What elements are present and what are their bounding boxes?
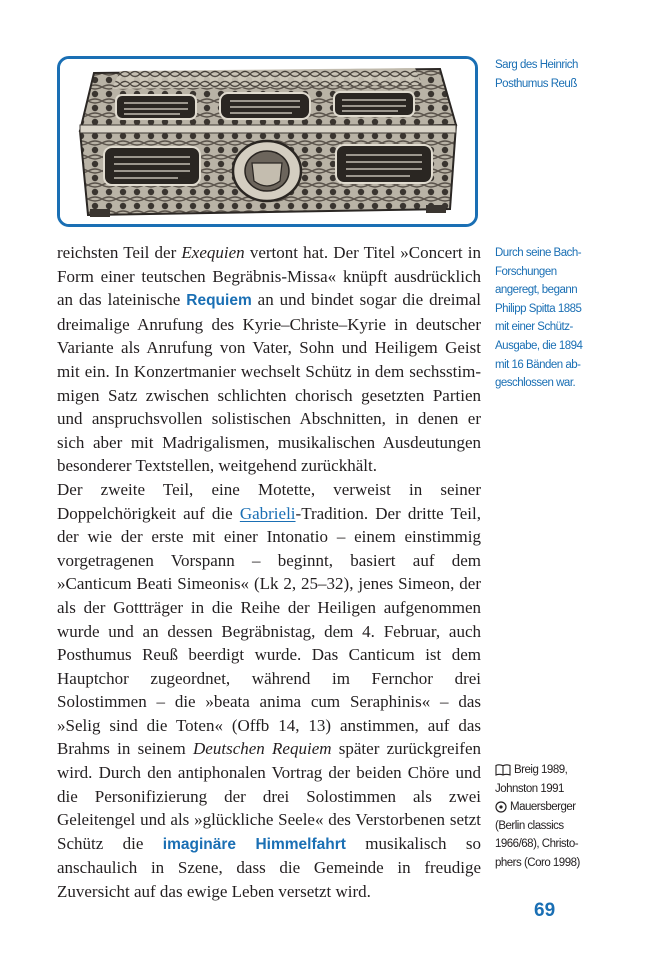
keyword-imaginaere-himmelfahrt: imaginäre Himmelfahrt: [162, 835, 346, 853]
reference-line: Mauersberger: [510, 801, 576, 814]
text-span: vertont hat. Der Titel »Concert in Form einer teutschen Begräbnis-Missa« knüpft ausdrücklich an das lateinische: [57, 243, 481, 310]
text-span: an und bindet sogar die dreimal dreimalige Anrufung des Kyrie–Christe–Kyrie in deutscher Variante als Anrufung von Vater, Sohn und Heiligem Geist mit ein. In Konzertmanier wechselt Schütz in dem sechsstimmigen Satz zwischen schlichten chorisch gesetzten Partien und anspruchsvollen solistischen Abschnitten, in denen er sich aber mit Madrigalismen, musikalischen Ausdeutungen besonderer Textstellen, weitgehend zurückhält.: [57, 290, 481, 476]
figure-caption: [495, 56, 595, 93]
margin-note-references: [495, 761, 595, 873]
book-icon: [495, 764, 511, 776]
note-line: mit einer Schütz-: [495, 321, 573, 334]
text-span: später zurückgreifen wird. Durch den antiphonalen Vortrag der beiden Chöre und die Personifizierung der drei Solostimmen als zwei Geleitengel und als »glückliche Seele« des Verstorbenen setzt Schütz die: [57, 739, 481, 853]
note-line: Philipp Spitta 1885: [495, 302, 582, 315]
figure-coffin-photo: [57, 56, 478, 227]
margin-note-spitta: [495, 244, 595, 393]
reference-line: 1966/68), Christo-: [495, 838, 579, 851]
note-line: Forschungen: [495, 265, 557, 278]
reference-line: Johnston 1991: [495, 782, 564, 795]
note-line: Durch seine Bach-: [495, 247, 582, 259]
paragraph-1: [57, 241, 481, 478]
coffin-photo-image: [60, 59, 475, 224]
italic-title-deutsches-requiem: Deutschen Requiem: [193, 739, 332, 759]
reference-line: phers (Coro 1998): [495, 856, 580, 869]
link-gabrieli[interactable]: Gabrieli: [239, 503, 296, 523]
text-span: -Tradition. Der dritte Teil, der wie der erste mit einer Intonatio – einem einstimmig vorgetragenen Vorspann – beginnt, basiert auf dem »Canticum Beati Simeonis« (Lk 2, 25–32), jenes Simeon, der als der Gottträger in die Reihe der Heiligen aufgenommen wurde und an dessen Begräbnistag, dem 4. Februar, auch Posthumus Reuß beerdigt wurde. Das Canticum ist dem Hauptchor zugeordnet, während im Fernchor drei Solostimmen – die »beata anima cum Seraphinis« – das »Selig sind die Toten« (Offb 14, 13) anstimmen, auf das Brahms in seinem: [57, 503, 481, 759]
disc-icon: [495, 801, 507, 813]
paragraph-2: [57, 478, 481, 904]
caption-line: Posthumus Reuß: [495, 77, 577, 90]
reference-line: (Berlin classics: [495, 819, 564, 832]
note-line: Ausgabe, die 1894: [495, 339, 583, 352]
note-line: geschlossen war.: [495, 377, 576, 390]
page-number: 69: [534, 900, 556, 921]
discography-reference: [495, 798, 595, 817]
keyword-requiem: Requiem: [186, 292, 252, 310]
italic-title-exequien: Exequien: [181, 243, 245, 262]
text-span: reichsten Teil der: [57, 243, 182, 262]
note-line: mit 16 Bänden ab-: [495, 358, 581, 371]
literature-reference: [495, 761, 595, 780]
caption-line: Sarg des Heinrich: [495, 59, 578, 71]
reference-line: Breig 1989,: [514, 764, 568, 776]
text-span: Der zweite Teil, eine Motette, verweist in seiner Doppelchörigkeit auf die: [57, 479, 481, 523]
note-line: angeregt, begann: [495, 284, 578, 297]
text-span: musikalisch so anschaulich in Szene, dass die Gemeinde in freudige Zuversicht auf das ewige Leben versetzt wird.: [57, 833, 481, 902]
main-text: [57, 241, 481, 904]
